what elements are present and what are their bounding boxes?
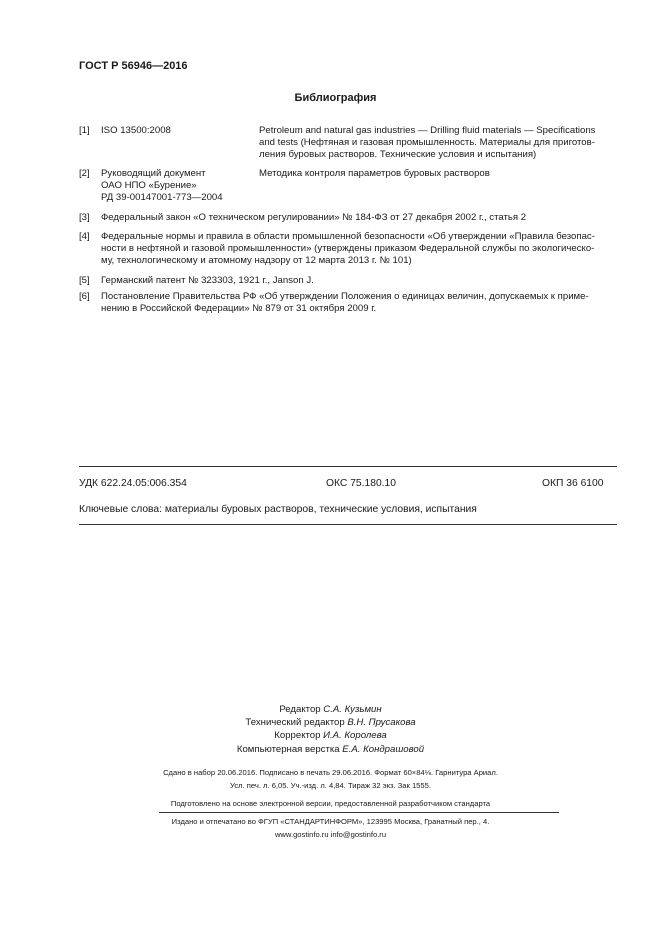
imprint-line-1: Сдано в набор 20.06.2016. Подписано в печать 29.06.2016. Формат 60×84⅛. Гарнитура Ариал. <box>163 768 498 777</box>
credit-proofreader <box>0 729 661 742</box>
credit-editor <box>0 703 661 716</box>
credit-role: Редактор <box>279 704 321 715</box>
bib-text <box>101 291 619 315</box>
imprint-line-3: Подготовлено на основе электронной версии, предоставленной разработчиком стандарта <box>170 799 491 808</box>
oks-code: ОКС 75.180.10 <box>326 478 396 489</box>
credits <box>0 703 661 756</box>
credit-role: Технический редактор <box>245 717 345 729</box>
udk-code: УДК 622.24.05:006.354 <box>79 478 187 489</box>
keywords: Ключевые слова: материалы буровых растворов, технические условия, испытания <box>79 504 477 515</box>
separator-line <box>79 466 617 467</box>
bibliography-title: Библиография <box>294 92 377 104</box>
bib-ref <box>101 168 261 205</box>
bib-num: [4] <box>79 231 90 242</box>
bib-desc: Методика контроля параметров буровых растворов <box>259 168 490 179</box>
bib-ref: ISO 13500:2008 <box>101 125 171 136</box>
credit-tech-editor <box>0 716 661 729</box>
separator-line <box>79 524 617 525</box>
credit-name: И.А. Королева <box>323 730 387 742</box>
credit-name: Е.А. Кондрашовой <box>342 743 425 755</box>
bib-ref-line: РД 39-00147001-773—2004 <box>101 192 223 204</box>
bib-desc-line: Petroleum and natural gas industries — Drilling fluid materials — Specifications <box>259 125 596 136</box>
bib-ref-line: Руководящий документ <box>101 168 206 179</box>
bib-entry-2 <box>79 168 619 208</box>
bib-num: [1] <box>79 125 90 136</box>
credit-role: Корректор <box>274 730 321 742</box>
bib-text <box>101 212 619 224</box>
bib-text-line: нению в Российской Федерации» № 879 от 31 октября 2009 г. <box>101 303 377 315</box>
bib-num: [5] <box>79 275 90 286</box>
bib-desc <box>259 125 616 162</box>
imprint-line-2: Усл. печ. л. 6,05. Уч.-изд. л. 4,84. Тираж 32 экз. Зак 1555. <box>230 781 431 790</box>
bib-entry-3 <box>79 212 619 226</box>
bib-num: [6] <box>79 291 90 302</box>
bib-entry-5 <box>79 275 619 289</box>
bib-entry-6 <box>79 291 619 319</box>
imprint-line-5: www.gostinfo.ru info@gostinfo.ru <box>274 830 387 839</box>
credit-name: В.Н. Прусакова <box>347 717 416 729</box>
imprint-line-4: Издано и отпечатано во ФГУП «СТАНДАРТИНФОРМ», 123995 Москва, Гранатный пер., 4. <box>171 817 490 826</box>
credit-layout <box>0 743 661 756</box>
bib-text-line: Федеральные нормы и правила в области промышленной безопасности «Об утверждении «Правила безопас- <box>101 231 595 242</box>
standard-code: ГОСТ Р 56946—2016 <box>79 60 188 72</box>
bib-ref-line: ОАО НПО «Бурение» <box>101 180 197 192</box>
bib-text-line: му, технологическому и атомному надзору от 12 марта 2013 г. № 101) <box>101 255 412 267</box>
bib-num: [3] <box>79 212 90 223</box>
separator-line <box>159 812 559 813</box>
bib-entry-4 <box>79 231 619 271</box>
bib-text-line: Постановление Правительства РФ «Об утверждении Положения о единицах величин, допускаемых к приме- <box>101 291 589 302</box>
bib-entry-1 <box>79 125 619 165</box>
bib-num: [2] <box>79 168 90 179</box>
bib-text-line: Федеральный закон «О техническом регулировании» № 184-ФЗ от 27 декабря 2002 г., статья 2 <box>101 212 527 223</box>
credit-name: С.А. Кузьмин <box>323 704 382 715</box>
bib-text-line: Германский патент № 323303, 1921 г., Janson J. <box>101 275 314 286</box>
bib-text <box>101 231 619 268</box>
bib-desc-line: and tests (Нефтяная и газовая промышленность. Материалы для приготов- <box>259 137 595 149</box>
bib-text <box>101 275 619 287</box>
bib-text-line: ности в нефтяной и газовой промышленности» (утверждены приказом Федеральной службы по экологическо- <box>101 243 595 255</box>
okp-code: ОКП 36 6100 <box>542 478 604 489</box>
bib-desc-line: ления буровых растворов. Технические условия и испытания) <box>259 149 537 161</box>
credit-role: Компьютерная верстка <box>236 743 340 755</box>
